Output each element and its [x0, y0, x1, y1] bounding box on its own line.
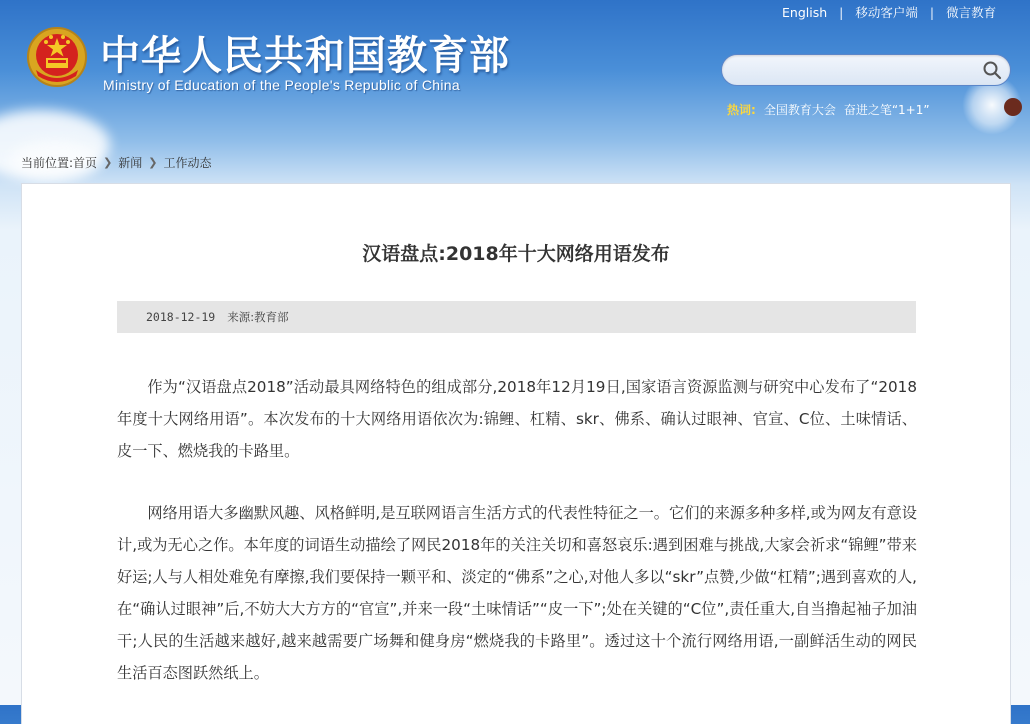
divider: |	[929, 4, 935, 20]
article-body	[117, 371, 917, 719]
article-panel	[21, 183, 1011, 724]
english-link[interactable]: English	[782, 4, 828, 20]
hot-words	[727, 101, 930, 118]
chevron-right-icon: ❯	[103, 156, 113, 169]
article-source-label: 来源:	[227, 310, 255, 324]
breadcrumb	[21, 154, 212, 171]
search-input[interactable]	[734, 59, 978, 81]
breadcrumb-home-link[interactable]: 首页	[73, 156, 98, 170]
divider: |	[839, 4, 844, 20]
site-subtitle: Ministry of Education of the People's Republic of China	[103, 77, 460, 93]
article-date: 2018-12-19	[146, 310, 216, 324]
national-emblem-icon	[26, 26, 88, 88]
search-icon[interactable]	[982, 60, 1002, 80]
hot-words-label: 热词:	[727, 103, 756, 117]
site-title: 中华人民共和国教育部	[100, 33, 510, 79]
hot-word-link[interactable]: 奋进之笔“1+1”	[843, 103, 930, 117]
top-links	[770, 3, 1008, 21]
mobile-client-link[interactable]: 移动客户端	[855, 5, 918, 20]
breadcrumb-prefix: 当前位置:	[21, 156, 74, 170]
article-paragraph: 作为“汉语盘点2018”活动最具网络特色的组成部分,2018年12月19日,国家语言资源监测与研究中心发布了“2018年度十大网络用语”。本次发布的十大网络用语依次为:锦鲤、杠精、skr、佛系、确认过眼神、官宣、C位、土味情话、皮一下、燃烧我的卡路里。	[117, 378, 917, 460]
search-box	[721, 54, 1011, 86]
breadcrumb-work-news-link[interactable]: 工作动态	[163, 156, 212, 170]
article-paragraph: 网络用语大多幽默风趣、风格鲜明,是互联网语言生活方式的代表性特征之一。它们的来源多种多样,或为网友有意设计,或为无心之作。本年度的词语生动描绘了网民2018年的关注关切和喜怒哀乐:遇到困难与挑战,大家会祈求“锦鲤”带来好运;人与人相处难免有摩擦,我们要保持一颗平和、淡定的“佛系”之心,对他人多以“skr”点赞,少做“杠精”;遇到喜欢的人,在“确认过眼神”后,不妨大大方方的“官宣”,并来一段“土味情话”“皮一下”;处在关键的“C位”,责任重大,自当撸起袖子加油干;人民的生活越来越好,越来越需要广场舞和健身房“燃烧我的卡路里”。透过这十个流行网络用语,一副鲜活生动的网民生活百态图跃然纸上。	[117, 504, 917, 682]
hot-word-link[interactable]: 全国教育大会	[763, 103, 836, 117]
article-source: 教育部	[254, 310, 289, 324]
article-meta-bar	[117, 301, 916, 333]
article-title: 汉语盘点:2018年十大网络用语发布	[362, 243, 670, 265]
weiyan-education-link[interactable]: 微言教育	[946, 5, 997, 20]
chevron-right-icon: ❯	[148, 156, 158, 169]
breadcrumb-news-link[interactable]: 新闻	[118, 156, 143, 170]
